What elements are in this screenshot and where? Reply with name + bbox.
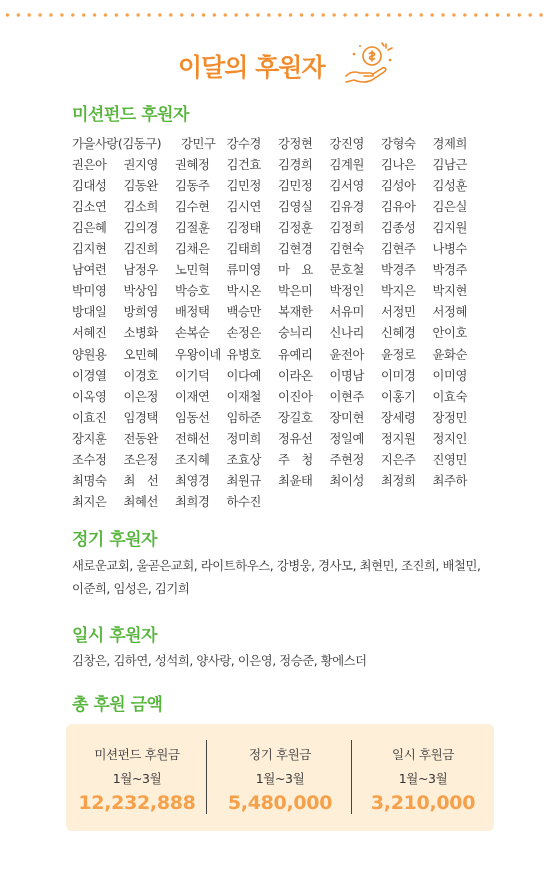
donor-name: 하수진 — [226, 494, 261, 509]
donor-name: 방대일 — [72, 305, 107, 320]
donor-name: 이다예 — [226, 368, 261, 383]
regular-donor-list: 새로운교회, 울곧은교회, 라이트하우스, 강병웅, 경사모, 최현민, 조진희, 배철민, 이준희, 임성은, 김기희 — [72, 559, 481, 596]
donor-name: 김유아 — [381, 200, 416, 215]
mission-fund-total — [66, 724, 208, 831]
donor-name: 김정훈 — [278, 221, 313, 236]
donor-name: 서유미 — [329, 305, 364, 320]
donor-name: 박지은 — [381, 284, 416, 299]
donor-name: 최원규 — [226, 473, 261, 488]
donor-name: 이현주 — [329, 389, 364, 404]
donor-name: 박은미 — [278, 284, 313, 299]
donor-name: 이재철 — [226, 389, 261, 404]
donor-name: 이진아 — [278, 389, 313, 404]
donor-name: 김절훈 — [175, 221, 210, 236]
donor-name: 김동주 — [175, 179, 210, 194]
donor-name: 이효진 — [72, 410, 107, 425]
donor-name: 장세령 — [381, 410, 416, 425]
donor-name: 윤전아 — [329, 347, 364, 362]
donor-name: 방희영 — [123, 305, 158, 320]
donor-name: 주현정 — [329, 452, 364, 467]
donor-name: 김현주 — [381, 242, 416, 257]
donor-name: 김채은 — [175, 242, 210, 257]
donor-name: 김건효 — [226, 158, 261, 173]
donor-name: 임경택 — [123, 410, 158, 425]
donor-name: 김민정 — [226, 179, 261, 194]
total-amount: 5,480,000 — [227, 792, 333, 814]
donor-name: 김동완 — [123, 179, 158, 194]
donor-name: 김은실 — [432, 200, 467, 215]
donor-name: 김소연 — [72, 200, 107, 215]
donor-name: 양원용 — [72, 347, 107, 362]
total-period: 1월~3월 — [255, 771, 305, 786]
donor-name: 권지영 — [123, 158, 158, 173]
donor-name: 김대성 — [72, 179, 107, 194]
donor-name: 최이성 — [329, 473, 364, 488]
donor-name: 박상임 — [123, 284, 158, 299]
donor-name: 최윤태 — [278, 473, 313, 488]
dotted-border — [0, 12, 550, 18]
total-amount: 3,210,000 — [370, 792, 476, 814]
donor-name: 안이호 — [432, 326, 467, 341]
regular-donor-title: 정기 후원자 — [72, 530, 158, 550]
donor-name: 박경주 — [381, 263, 416, 278]
donor-name: 서정민 — [381, 305, 416, 320]
donor-name: 장지훈 — [72, 431, 107, 446]
donor-name: 이은정 — [123, 389, 158, 404]
donor-name: 손정은 — [226, 326, 261, 341]
donor-name: 박미영 — [72, 284, 107, 299]
donor-name: 이명남 — [329, 368, 364, 383]
donor-name: 장길호 — [278, 410, 313, 425]
donor-name: 김서영 — [329, 179, 364, 194]
donor-name: 나병수 — [432, 242, 467, 257]
donor-name: 최혜선 — [123, 494, 158, 509]
donor-name: 강형숙 — [381, 137, 416, 151]
donor-name: 이효숙 — [432, 389, 467, 404]
donor-name: 백승만 — [226, 305, 261, 320]
donor-name: 조수정 — [72, 452, 107, 467]
donor-name: 전동완 — [123, 431, 158, 446]
donor-name: 정지인 — [432, 431, 467, 446]
total-label: 정기 후원금 — [249, 747, 311, 762]
donor-name: 강정현 — [278, 137, 313, 151]
donor-name: 박지현 — [432, 284, 467, 299]
donor-name: 이미경 — [381, 368, 416, 383]
donor-name: 소병화 — [123, 326, 158, 341]
donor-name: 손복순 — [175, 326, 210, 341]
donor-name: 김민정 — [278, 179, 313, 194]
donor-name: 이경호 — [123, 368, 158, 383]
hand-holding-coin-icon — [340, 40, 396, 90]
donor-name: 김종성 — [381, 221, 416, 236]
donor-name: 최정희 — [381, 473, 416, 488]
donor-name: 정미희 — [226, 431, 261, 446]
donor-name: 김정태 — [226, 221, 261, 236]
donor-name: 김수현 — [175, 200, 210, 215]
donor-name: 김시연 — [226, 200, 261, 215]
donor-name: 김현경 — [278, 242, 313, 257]
donor-name: 이재연 — [175, 389, 210, 404]
donor-name: 가을사랑(김동구) — [72, 137, 162, 151]
donor-name: 최희경 — [175, 494, 210, 509]
donor-name: 김경희 — [278, 158, 313, 173]
donor-name: 강진영 — [329, 137, 364, 151]
regular-total — [209, 724, 351, 831]
donor-name: 최지은 — [72, 494, 107, 509]
donor-name: 김성훈 — [432, 179, 467, 194]
donor-name: 김은혜 — [72, 221, 107, 236]
donor-name: 최명숙 — [72, 473, 107, 488]
donor-name: 이옥영 — [72, 389, 107, 404]
donor-name: 권은아 — [72, 158, 107, 173]
donor-name: 이경열 — [72, 368, 107, 383]
donor-name: 남정우 — [123, 263, 158, 278]
total-label: 일시 후원금 — [392, 747, 454, 762]
donor-name: 신나리 — [329, 326, 364, 341]
mission-fund-title: 미션펀드 후원자 — [72, 105, 189, 125]
donor-name: 김현숙 — [329, 242, 364, 257]
donor-name: 김태희 — [226, 242, 261, 257]
donor-name: 노민혁 — [175, 263, 210, 278]
donor-name: 김정희 — [329, 221, 364, 236]
donor-name: 정지원 — [381, 431, 416, 446]
donor-name: 김성아 — [381, 179, 416, 194]
donor-name: 윤화순 — [432, 347, 467, 362]
donor-name: 윤정로 — [381, 347, 416, 362]
donor-name: 유병호 — [226, 347, 261, 362]
donor-name: 조효상 — [226, 452, 261, 467]
column-divider — [206, 740, 207, 814]
donor-name: 김지현 — [72, 242, 107, 257]
donor-name: 류미영 — [226, 263, 261, 278]
donor-name: 강수경 — [226, 137, 261, 151]
donor-name: 최주하 — [432, 473, 467, 488]
donor-name: 숭늬리 — [278, 326, 313, 341]
donor-name: 최 선 — [123, 473, 159, 488]
donor-name: 김유경 — [329, 200, 364, 215]
total-period: 1월~3월 — [112, 771, 162, 786]
total-amount: 12,232,888 — [78, 792, 196, 814]
donor-name: 서혜진 — [72, 326, 107, 341]
donor-name: 주 청 — [278, 452, 313, 467]
total-period: 1월~3월 — [398, 771, 448, 786]
donor-name: 김진희 — [123, 242, 158, 257]
donor-name: 김나은 — [381, 158, 416, 173]
donor-name: 김의경 — [123, 221, 158, 236]
total-label: 미션펀드 후원금 — [94, 747, 180, 762]
donor-name: 마 요 — [278, 263, 313, 278]
donor-name: 조지혜 — [175, 452, 210, 467]
temporary-donor-title: 일시 후원자 — [72, 626, 158, 646]
temporary-total — [352, 724, 494, 831]
donor-name: 정일예 — [329, 431, 364, 446]
donor-name: 박승호 — [175, 284, 210, 299]
donor-name: 지은주 — [381, 452, 416, 467]
donor-name: 진영민 — [432, 452, 467, 467]
donor-name: 조은정 — [123, 452, 158, 467]
donor-name: 장미현 — [329, 410, 364, 425]
donor-name: 권혜정 — [175, 158, 210, 173]
donor-name: 김계원 — [329, 158, 364, 173]
donor-name: 이홍기 — [381, 389, 416, 404]
total-amount-box — [66, 724, 494, 831]
donor-name: 전해선 — [175, 431, 210, 446]
donor-name: 이미영 — [432, 368, 467, 383]
donor-name: 김남근 — [432, 158, 467, 173]
donor-name: 이기덕 — [175, 368, 210, 383]
page-header — [0, 40, 550, 90]
donor-name: 최영경 — [175, 473, 210, 488]
donor-name: 김소희 — [123, 200, 158, 215]
donor-name: 박정인 — [329, 284, 364, 299]
donor-name: 박시온 — [226, 284, 261, 299]
donor-name: 강민구 — [181, 137, 216, 151]
donor-name: 문호철 — [329, 263, 364, 278]
donor-name: 신혜경 — [381, 326, 416, 341]
donor-name: 오민혜 — [123, 347, 158, 362]
donor-name: 김영실 — [278, 200, 313, 215]
donor-name: 복재한 — [278, 305, 313, 320]
donor-name: 배정택 — [175, 305, 210, 320]
donor-name: 임동선 — [175, 410, 210, 425]
donor-name: 경제희 — [432, 137, 467, 151]
page-title: 이달의 후원자 — [178, 53, 325, 82]
temporary-donor-list: 김창은, 김하연, 성석희, 양사랑, 이은영, 정승준, 황에스더 — [72, 654, 367, 668]
donor-name: 임하준 — [226, 410, 261, 425]
donor-name: 김지원 — [432, 221, 467, 236]
donor-name: 박경주 — [432, 263, 467, 278]
donor-name: 장정민 — [432, 410, 467, 425]
total-amount-title: 총 후원 금액 — [72, 695, 163, 715]
donor-name: 우왕이네 — [175, 347, 221, 362]
donor-name: 정유선 — [278, 431, 313, 446]
donor-name: 유예리 — [278, 347, 313, 362]
donor-name: 서정혜 — [432, 305, 467, 320]
donor-name: 남여련 — [72, 263, 107, 278]
donor-name: 이라온 — [278, 368, 313, 383]
